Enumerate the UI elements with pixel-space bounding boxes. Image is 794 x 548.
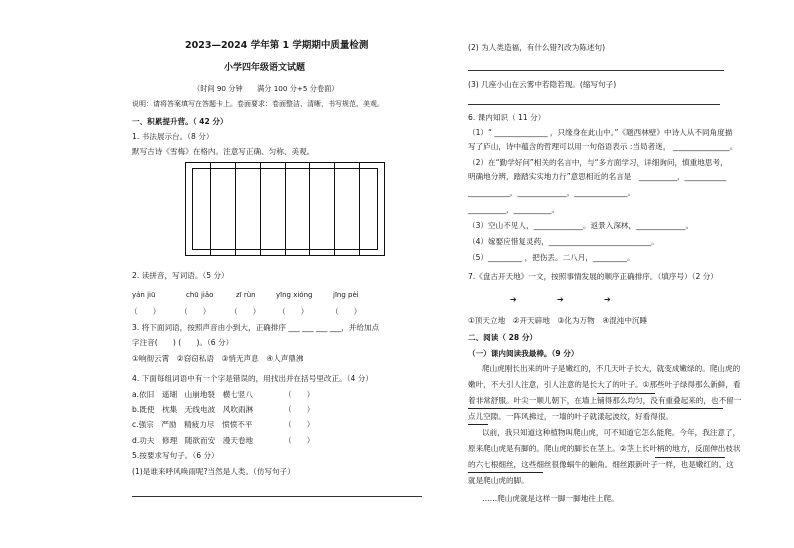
pinyin-4: yīng xióng <box>276 291 313 299</box>
grid-column[interactable] <box>286 163 311 255</box>
question-6-2a: （2）在“勤学好问”相关的名言中，与“多方面学习，详细询问，慎重地思考， <box>468 158 728 167</box>
answer-paren-4[interactable]: （ ） <box>278 307 309 316</box>
question-1-desc: 默写古诗《雪梅》在格内。注意写正确、匀称、美观。 <box>132 147 315 156</box>
question-6-2b: 明确地分辨，踏踏实实地力行”意思相近的名言是 __________，___________ <box>468 172 727 181</box>
question-3-options: ①响彻云霄 ②窃窃私语 ③悄无声息 ④人声鼎沸 <box>132 354 304 363</box>
question-4-paren-d[interactable]: （ ） <box>284 436 315 445</box>
time-info: （时间 90 分钟 满分 100 分+5 分卷面） <box>193 84 339 93</box>
passage-line: 点儿空隙。一阵风拂过，一墙的叶子就漾起波纹，好看得很。 <box>468 412 674 421</box>
grid-column[interactable] <box>335 163 360 255</box>
underline-sentence-2 <box>655 457 725 458</box>
grid-column[interactable] <box>360 163 384 255</box>
question-6: 6. 课内知识（ 11 分） <box>468 113 546 122</box>
answer-paren-3[interactable]: （ ） <box>230 307 261 316</box>
pinyin-2: chū jiǎo <box>186 291 214 299</box>
question-6-3: （3）空山不见人，_____________。返景入深林，_____________。 <box>468 221 694 230</box>
question-6-2c: ___________，_____________，______________。 <box>468 188 636 197</box>
arrow-right-icon: ➔ <box>604 295 611 304</box>
question-4-row-c: c.强宗 严励 精疲力尽 愤愤不平 <box>132 420 253 429</box>
question-3-line1: 3. 将下面词语，按照声音由小到大，正确排序 ___ ___ ___ ___，并给加点 <box>132 323 380 332</box>
passage-line: 的六七根细丝，这些细丝很像蜗牛的触角。细丝跟新叶子一样，也是嫩红的。这 <box>468 460 734 469</box>
question-5-2: (2) 为人类造福，有什么错?(改为陈述句) <box>468 43 606 52</box>
question-2: 2. 读拼音，写词语。（5 分） <box>132 271 229 280</box>
answer-line-q5-1[interactable] <box>132 496 422 497</box>
passage-line: 以前，我只知道这种植物叫爬山虎，可不知道它怎么能爬。今年，我注意了， <box>482 428 741 437</box>
question-3-line2: 字注音( ) ( )。（6 分） <box>132 338 234 347</box>
underline-sentence-1b <box>468 408 723 409</box>
pinyin-5: jīng pèi <box>333 291 359 299</box>
grid-column[interactable] <box>310 163 335 255</box>
question-6-1b: 写了庐山，诗中蕴含的哲理可以用一句俗语表示 :当局者迷， _______________。 <box>468 142 738 151</box>
answer-paren-2[interactable]: （ ） <box>180 307 211 316</box>
grid-column[interactable] <box>261 163 286 255</box>
passage-line: 就是爬山虎的脚。 <box>468 476 529 485</box>
question-4-row-b: b.既使 枕集 无线电波 风吹雨淋 <box>132 405 254 414</box>
pinyin-1: yán jiū <box>132 291 156 299</box>
exam-subtitle: 小学四年级语文试题 <box>224 63 306 73</box>
passage-line: ……爬山虎就是这样一脚一脚地往上爬。 <box>482 494 619 503</box>
answer-paren-1[interactable]: （ ） <box>130 307 161 316</box>
question-4-paren-c[interactable]: （ ） <box>284 420 315 429</box>
question-4-paren-a[interactable]: （ ） <box>284 390 315 399</box>
question-4-paren-b[interactable]: （ ） <box>284 405 315 414</box>
question-6-2d: __________，__________。 <box>468 205 560 214</box>
question-6-4: （4）嫁娶应惜复灵药，___________________________。 <box>468 237 659 246</box>
question-5-1: (1)是谁来呼风唤雨呢?当然是人类。（仿写句子） <box>132 467 295 476</box>
answer-line-q5-3[interactable] <box>468 104 720 105</box>
arrow-right-icon: ➔ <box>510 295 517 304</box>
section-2-heading: 二、阅读（ 28 分） <box>468 333 538 342</box>
writing-grid[interactable] <box>185 162 385 256</box>
question-6-1a: （1）“ ______________ ，只缘身在此山中。”《题西林壁》中诗人从不同角度描 <box>468 128 733 137</box>
instructions: 说明：请将答案填写在答题卡上。卷面要求：卷面整洁、清晰，书写规范、美观。 <box>132 100 384 108</box>
grid-column[interactable] <box>186 163 211 255</box>
section-1-heading: 一、积累提升营。（ 42 分） <box>132 117 228 126</box>
passage-line: 着非常舒服。叶尖一顺儿朝下，在墙上铺得那么均匀，没有重叠起来的，也不留一 <box>468 396 742 405</box>
question-1: 1. 书法展示台。（8 分） <box>132 132 214 141</box>
answer-paren-5[interactable]: （ ） <box>331 307 362 316</box>
arrow-right-icon: ➔ <box>557 295 564 304</box>
passage-line: 爬山虎刚长出来的叶子是嫩红的，不几天叶子长大，就变成嫩绿的。爬山虎的 <box>482 364 741 373</box>
question-5-3: (3) 几座小山在云雾中若隐若现。(缩写句子) <box>468 80 617 89</box>
question-4: 4. 下面每组词语中有一个字是错误的，用找出并在括号里改正。（4 分） <box>132 374 373 383</box>
reading-1-title: （一）课内阅读我最棒。（9 分） <box>468 349 579 358</box>
question-4-row-a: a.依旧 遥瑚 山崩地裂 横七竖八 <box>132 390 253 399</box>
underline-sentence-1 <box>597 393 655 394</box>
question-7-options: ①顶天立地 ②开天辟地 ③化为万物 ④混沌中沉睡 <box>468 316 648 325</box>
pinyin-3: zī rùn <box>236 291 256 299</box>
question-4-row-d: d.功夫 修理 随欲而安 漫天卷地 <box>132 436 254 445</box>
underline-sentence-2b <box>468 472 543 473</box>
passage-line: 嫩叶，不大引人注意，引人注意的是长大了的叶子。①那些叶子绿得那么新鲜，看 <box>468 380 741 389</box>
grid-column[interactable] <box>211 163 236 255</box>
passage-line: 原来爬山虎是有脚的。爬山虎的脚长在茎上。②茎上长叶柄的地方，反面伸出枝状 <box>468 444 741 453</box>
answer-line-q5-2[interactable] <box>468 70 724 71</box>
question-5: 5.按要求写句子。（6 分） <box>132 451 219 460</box>
underline-sentence-1c <box>468 424 488 425</box>
grid-column[interactable] <box>236 163 261 255</box>
exam-title: 2023—2024 学年第 1 学期期中质量检测 <box>185 40 369 51</box>
question-6-5: （5）_________ ，把伤丢。二八月，_________。 <box>468 253 635 262</box>
question-7: 7.《盘古开天地》一文，按照事情发展的顺序正确排序。（填序号）（2 分） <box>468 272 718 281</box>
